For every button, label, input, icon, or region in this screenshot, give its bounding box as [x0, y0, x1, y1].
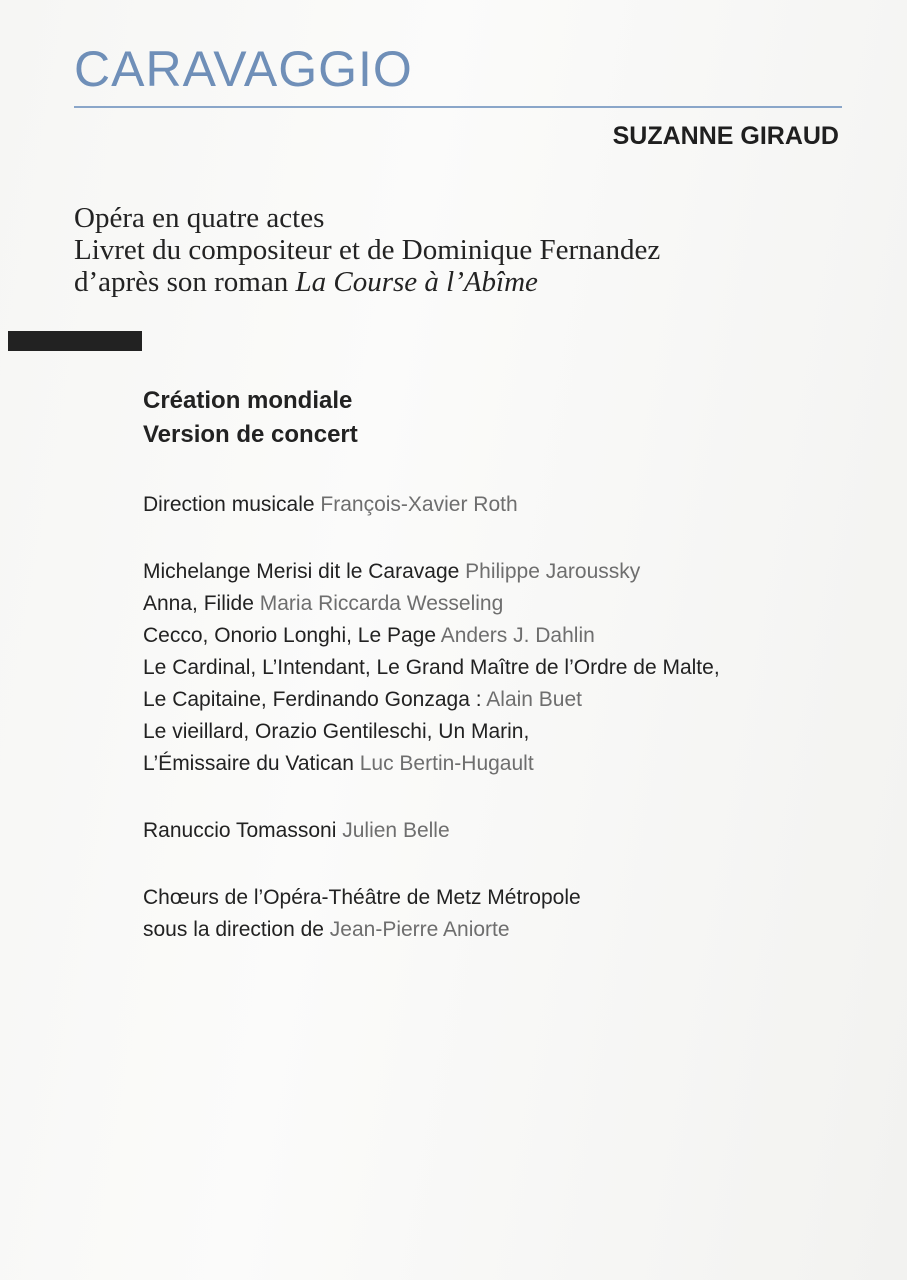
- credit-name: Anders J. Dahlin: [440, 624, 595, 647]
- credit-line: [143, 556, 863, 588]
- credit-role: Le Capitaine, Ferdinando Gonzaga :: [143, 688, 482, 711]
- creation-line-2: Version de concert: [143, 421, 358, 448]
- credit-role: L’Émissaire du Vatican: [143, 752, 354, 775]
- opera-title: CARAVAGGIO: [74, 41, 413, 97]
- creation-heading: [143, 384, 863, 452]
- tomassoni-block: [143, 815, 863, 847]
- credit-role: Le Cardinal, L’Intendant, Le Grand Maître de l’Ordre de Malte,: [143, 656, 720, 679]
- choir-block: [143, 882, 863, 946]
- description-line-2: Livret du compositeur et de Dominique Fernandez: [74, 234, 661, 266]
- choir-line-1: Chœurs de l’Opéra-Théâtre de Metz Métropole: [143, 886, 581, 909]
- credit-role: Ranuccio Tomassoni: [143, 819, 337, 842]
- choir-director-name: Jean-Pierre Aniorte: [329, 918, 510, 941]
- choir-line-2: [143, 914, 863, 946]
- choir-line-2-prefix: sous la direction de: [143, 918, 324, 941]
- credit-role: Le vieillard, Orazio Gentileschi, Un Marin,: [143, 720, 530, 743]
- credit-name: Maria Riccarda Wesseling: [259, 592, 504, 615]
- credit-name: Alain Buet: [486, 688, 582, 711]
- credit-line: [143, 815, 863, 847]
- description-line-3-prefix: d’après son roman: [74, 266, 296, 298]
- description-line-3: [74, 266, 660, 298]
- novel-title: La Course à l’Abîme: [295, 266, 538, 298]
- credits-section: [143, 384, 863, 946]
- credit-name: Luc Bertin-Hugault: [359, 752, 534, 775]
- credit-line: [143, 588, 863, 620]
- credit-line: [143, 716, 863, 748]
- credit-name: François-Xavier Roth: [320, 493, 518, 516]
- cast-block: [143, 556, 863, 780]
- title-underline: [74, 106, 842, 108]
- credit-line: [143, 620, 863, 652]
- credit-line: [143, 652, 863, 684]
- composer-name: SUZANNE GIRAUD: [612, 122, 839, 150]
- credit-line: [143, 748, 863, 780]
- credit-role: Anna, Filide: [143, 592, 254, 615]
- creation-line-1: Création mondiale: [143, 387, 353, 414]
- direction-block: [143, 489, 863, 521]
- credit-role: Cecco, Onorio Longhi, Le Page: [143, 624, 437, 647]
- description-line-1: Opéra en quatre actes: [74, 202, 325, 234]
- opera-description: [74, 202, 660, 298]
- credit-name: Philippe Jaroussky: [465, 560, 641, 583]
- credit-role: Michelange Merisi dit le Caravage: [143, 560, 460, 583]
- credit-role: Direction musicale: [143, 493, 315, 516]
- credit-line: [143, 684, 863, 716]
- credit-name: Julien Belle: [342, 819, 450, 842]
- credit-line: [143, 489, 863, 521]
- section-marker-bar: [8, 331, 142, 351]
